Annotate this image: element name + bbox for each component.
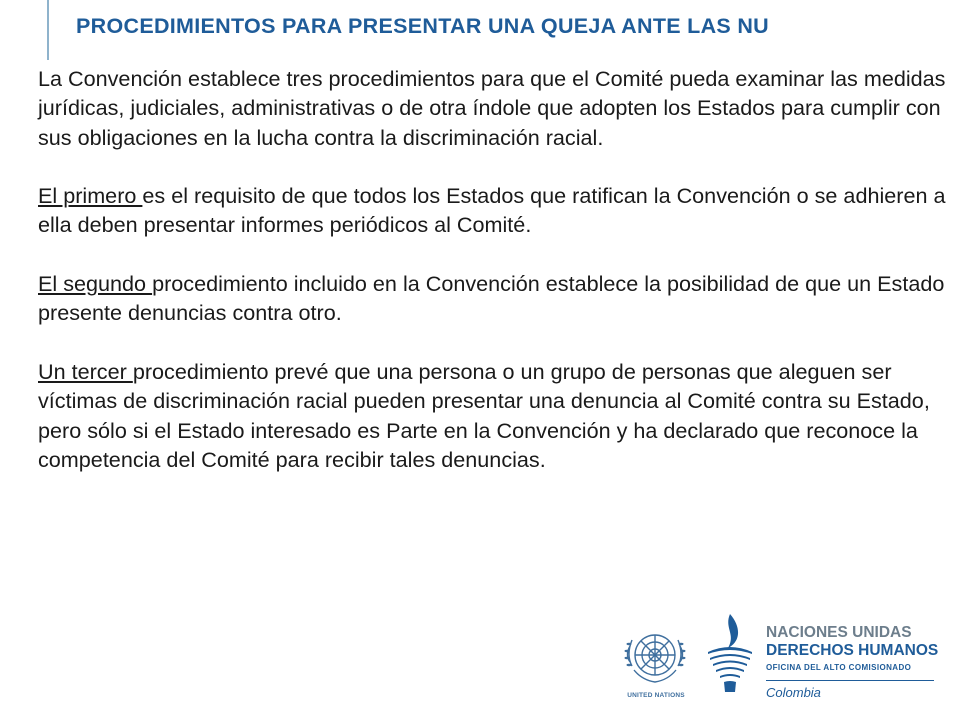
un-emblem-icon <box>622 622 688 688</box>
second-procedure-text: procedimiento incluido en la Convención establece la posibilidad de que un Estado presente denuncias contra otro. <box>38 271 945 326</box>
title-accent-line <box>47 0 49 60</box>
third-procedure-text: procedimiento prevé que una persona o un grupo de personas que aleguen ser víctimas de discriminación racial pueden presentar una denuncia al Comité contra su Estado, pero sólo si el Estado interesado es Parte en la Convención y ha declarado que reconoce la competencia del Comité para recibir tales denuncias. <box>38 358 930 472</box>
slide-body <box>38 64 953 474</box>
third-procedure-lead: Un tercer <box>38 358 133 384</box>
third-procedure-paragraph <box>38 357 953 474</box>
first-procedure-text: es el requisito de que todos los Estados que ratifican la Convención o se adhieren a ella deben presentar informes periódicos al Comité. <box>38 183 946 238</box>
un-logo-label: UNITED NATIONS <box>627 692 685 699</box>
footer-logos <box>618 612 948 712</box>
ohchr-name-line2: DERECHOS HUMANOS <box>766 642 939 659</box>
ohchr-country: Colombia <box>766 685 821 700</box>
intro-paragraph: La Convención establece tres procedimientos para que el Comité pueda examinar las medidas jurídicas, judiciales, administrativas o de otra índole que adopten los Estados para cumplir con sus obligaciones en la lucha contra la discriminación racial. <box>38 66 946 150</box>
slide-title: PROCEDIMIENTOS PARA PRESENTAR UNA QUEJA ANTE LAS NU <box>76 14 770 38</box>
second-procedure-paragraph <box>38 269 953 328</box>
ohchr-name-line1: NACIONES UNIDAS <box>766 624 912 641</box>
first-procedure-paragraph <box>38 181 953 240</box>
ohchr-divider <box>766 680 934 681</box>
first-procedure-lead: El primero <box>38 183 143 209</box>
human-rights-flame-icon <box>702 612 758 706</box>
ohchr-logo-text <box>766 624 946 700</box>
ohchr-office-line: OFICINA DEL ALTO COMISIONADO <box>766 663 912 672</box>
second-procedure-lead: El segundo <box>38 271 153 297</box>
